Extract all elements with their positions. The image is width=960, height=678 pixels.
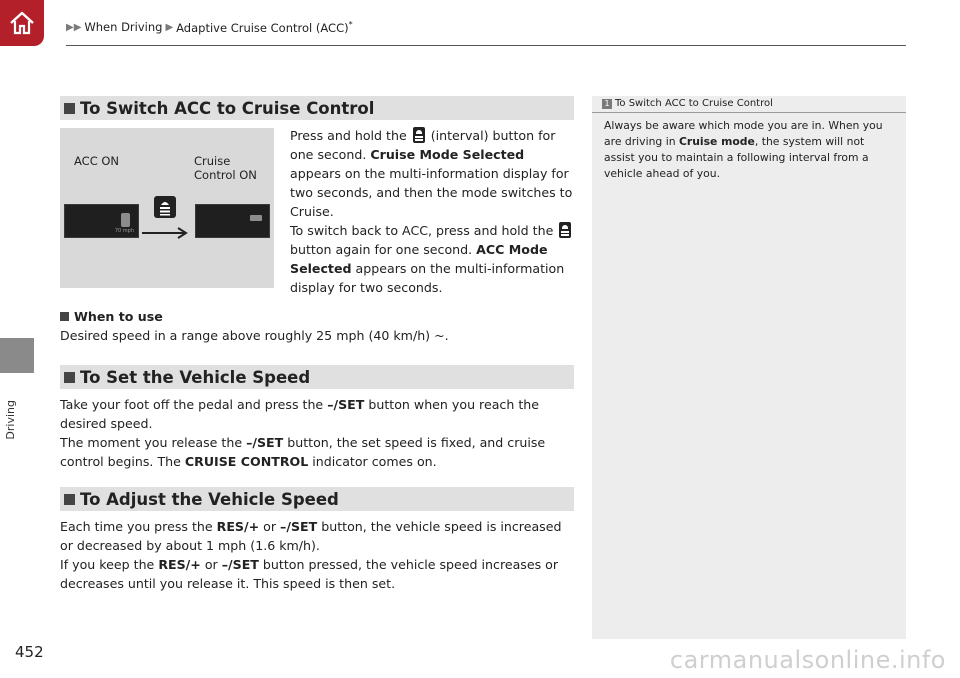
home-icon bbox=[7, 8, 37, 38]
cruise-icon bbox=[250, 215, 262, 221]
when-to-use-heading: When to use bbox=[60, 309, 163, 324]
section-heading-set bbox=[60, 365, 574, 389]
adjust-speed-text: Each time you press the RES/+ or –/SET button, the vehicle speed is increased or decreased by about 1 mph (1.6 km/h). If you keep the RES/+ or –/SET button pressed, the vehicle speed increases or decreases until you release it. This speed is then set. bbox=[60, 519, 562, 591]
interval-icon bbox=[559, 222, 571, 238]
breadcrumb-link-acc[interactable]: Adaptive Cruise Control (ACC)* bbox=[176, 20, 353, 35]
speed-readout: 70 mph bbox=[114, 228, 134, 234]
section-heading-adjust bbox=[60, 487, 574, 511]
section-tab[interactable] bbox=[0, 338, 34, 373]
note-marker-icon: 1 bbox=[602, 99, 612, 109]
notes-body: Always be aware which mode you are in. When you are driving in Cruise mode, the system will not assist you to maintain a following interval from a vehicle ahead of you. bbox=[604, 119, 883, 180]
intro-text: Press and hold the (interval) button for one second. Cruise Mode Selected appears on the multi-information display for two seconds, and then the mode switches to Cruise. To switch back to ACC, press and hold the button again for one second. ACC Mode Selected appears on the multi-information display for two seconds. bbox=[290, 128, 573, 295]
section-title: To Set the Vehicle Speed bbox=[80, 367, 311, 387]
section-square-icon bbox=[64, 494, 75, 505]
page-number: 452 bbox=[15, 643, 44, 661]
acc-icon bbox=[121, 213, 130, 227]
interval-icon bbox=[413, 127, 425, 143]
section-title: To Adjust the Vehicle Speed bbox=[80, 489, 339, 509]
notes-title[interactable]: 1 To Switch ACC to Cruise Control bbox=[602, 98, 773, 109]
breadcrumb bbox=[66, 20, 353, 35]
subheading-square-icon bbox=[60, 312, 69, 321]
breadcrumb-arrow-icon: ▶ bbox=[165, 21, 174, 33]
breadcrumb-arrow-icon: ▶▶ bbox=[66, 21, 82, 33]
display-cruise bbox=[195, 204, 270, 238]
breadcrumb-link-when-driving[interactable]: When Driving bbox=[84, 20, 163, 35]
mode-switch-illustration bbox=[60, 128, 274, 288]
section-square-icon bbox=[64, 103, 75, 114]
header-rule bbox=[66, 45, 906, 46]
section-heading-switch bbox=[60, 96, 574, 120]
acc-on-label: ACC ON bbox=[74, 154, 120, 168]
watermark: carmanualsonline.info bbox=[669, 646, 946, 674]
when-to-use-text: Desired speed in a range above roughly 25 mph (40 km/h) ~. bbox=[60, 328, 449, 343]
cruise-on-label: Cruise Control ON bbox=[194, 154, 257, 182]
notes-rule bbox=[592, 112, 906, 113]
notes-panel bbox=[592, 96, 906, 639]
section-title: To Switch ACC to Cruise Control bbox=[80, 98, 375, 118]
home-button[interactable] bbox=[0, 0, 44, 46]
section-square-icon bbox=[64, 372, 75, 383]
display-acc bbox=[64, 204, 139, 238]
arrow-right-icon bbox=[142, 227, 188, 239]
set-speed-text: Take your foot off the pedal and press the –/SET button when you reach the desired speed. The moment you release the –/SET button, the set speed is fixed, and cruise control begins. The CRUISE CONTROL indicator comes on. bbox=[60, 397, 546, 469]
section-label: Driving bbox=[4, 400, 17, 440]
interval-button-icon bbox=[154, 196, 176, 218]
